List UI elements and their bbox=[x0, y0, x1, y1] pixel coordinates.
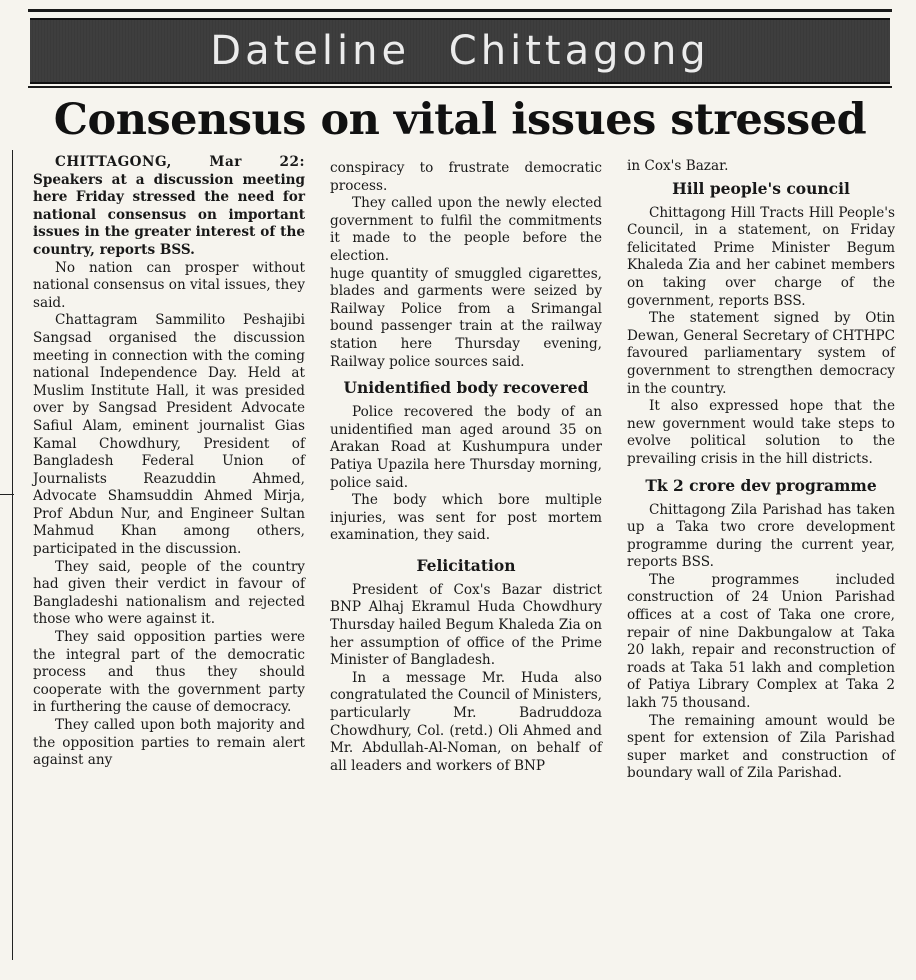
banner-title: Dateline Chittagong bbox=[210, 28, 710, 74]
col1-paragraph-lead bbox=[33, 154, 305, 260]
headline: Consensus on vital issues stressed bbox=[53, 95, 867, 145]
col1-paragraph-2: No nation can prosper without national consensus on vital issues, they said. bbox=[33, 259, 305, 311]
left-margin-tick bbox=[0, 494, 14, 495]
column-3 bbox=[627, 158, 895, 783]
col2-paragraph-7: In a message Mr. Huda also congratulated the Council of Ministers, particularly Mr. Badruddoza Chowdhury, Col. (retd.) Oli Ahmed and Mr. Abdullah-Al-Noman, on behalf of all leaders and workers of BNP bbox=[330, 669, 602, 774]
subhead-hill-peoples-council: Hill people's council bbox=[672, 178, 850, 198]
col2-paragraph-2: They called upon the newly elected government to fulfil the commitments it made to the people before the election. bbox=[330, 195, 602, 264]
section-banner bbox=[30, 18, 890, 84]
col2-paragraph-1: conspiracy to frustrate democratic process. bbox=[330, 160, 602, 194]
col1-paragraph-6: They called upon both majority and the opposition parties to remain alert against any bbox=[33, 717, 305, 769]
col2-paragraph-4: Police recovered the body of an unidentified man aged around 35 on Arakan Road at Kushumpura under Patiya Upazila here Thursday morning, police said. bbox=[330, 404, 602, 491]
dateline: CHITTAGONG, Mar 22: bbox=[55, 154, 305, 170]
left-margin-rule bbox=[12, 150, 13, 960]
col1-paragraph-4: They said, people of the country had given their verdict in favour of Bangladeshi nationalism and rejected those who were against it. bbox=[33, 558, 305, 628]
col1-paragraph-1: Speakers at a discussion meeting here Friday stressed the need for national consensus on important issues in the greater interest of the country, reports BSS. bbox=[33, 171, 305, 258]
col3-paragraph-6: The programmes included construction of 24 Union Parishad offices at a cost of Taka one crore, repair of nine Dakbungalow at Taka 20 lakh, repair and reconstruction of roads at Taka 51 lakh and completion of Patiya Library Complex at Taka 2 lakh 75 thousand. bbox=[627, 571, 895, 712]
col3-paragraph-1: in Cox's Bazar. bbox=[627, 158, 729, 174]
col3-paragraph-5: Chittagong Zila Parishad has taken up a Taka two crore development programme during the current year, reports BSS. bbox=[627, 501, 895, 571]
col1-paragraph-3: Chattagram Sammilito Peshajibi Sangsad organised the discussion meeting in connection with the coming national Independence Day. Held at Muslim Institute Hall, it was presided over by Sangsad President Advocate Safiul Alam, eminent journalist Gias Kamal Chowdhury, President of Bangladesh Federal Union of Journalists Reazuddin Ahmed, Advocate Shamsuddin Ahmed Mirja, Prof Abdun Nur, and Engineer Sultan Mahmud Khan among others, participated in the discussion. bbox=[33, 312, 305, 558]
col2-paragraph-3: huge quantity of smuggled cigarettes, blades and garments were seized by Railway Police from a Srimangal bound passenger train at the railway station here Thursday evening, Railway police sources said. bbox=[330, 265, 602, 370]
subhead-dev-programme: Tk 2 crore dev programme bbox=[645, 475, 877, 495]
banner-under-rule bbox=[28, 86, 892, 88]
subhead-felicitation: Felicitation bbox=[416, 555, 516, 575]
col2-paragraph-5: The body which bore multiple injuries, was sent for post mortem examination, they said. bbox=[330, 492, 602, 544]
col1-paragraph-5: They said opposition parties were the integral part of the democratic process and thus they should cooperate with the government party in furthering the cause of democracy. bbox=[33, 629, 305, 716]
column-2 bbox=[330, 160, 602, 775]
col3-paragraph-4: It also expressed hope that the new government would take steps to evolve political solution to the prevailing crisis in the hill districts. bbox=[627, 398, 895, 467]
col3-paragraph-7: The remaining amount would be spent for extension of Zila Parishad super market and construction of boundary wall of Zila Parishad. bbox=[627, 712, 895, 782]
subhead-unidentified-body: Unidentified body recovered bbox=[343, 378, 589, 398]
column-1 bbox=[33, 154, 305, 770]
col3-paragraph-2: Chittagong Hill Tracts Hill People's Council, in a statement, on Friday felicitated Prime Minister Begum Khaleda Zia and her cabinet members on taking over charge of the government, reports BSS. bbox=[627, 204, 895, 309]
col2-paragraph-6: President of Cox's Bazar district BNP Alhaj Ekramul Huda Chowdhury Thursday hailed Begum Khaleda Zia on her assumption of office of the Prime Minister of Bangladesh. bbox=[330, 581, 602, 669]
top-rule bbox=[28, 9, 892, 12]
col3-paragraph-3: The statement signed by Otin Dewan, General Secretary of CHTHPC favoured parliamentary system of government to strengthen democracy in the country. bbox=[627, 310, 895, 397]
